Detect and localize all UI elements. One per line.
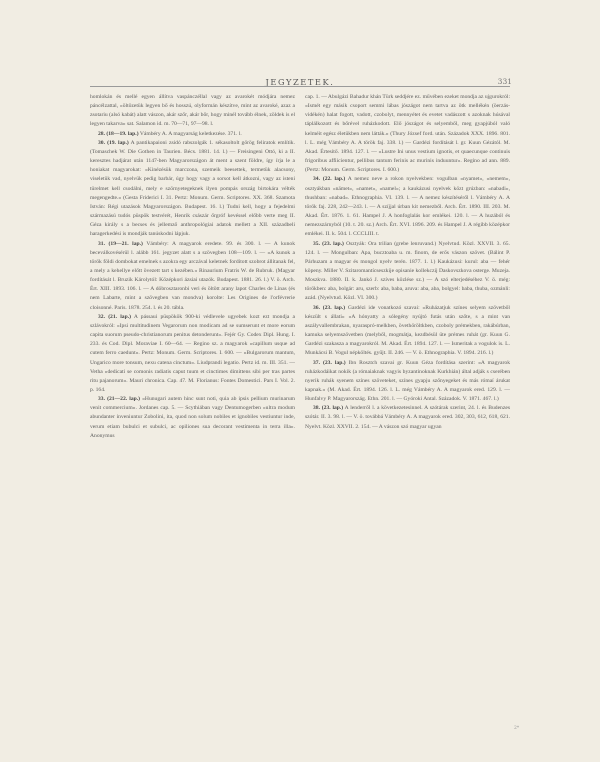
signature-mark: 2* <box>514 726 520 731</box>
note-paragraph: 35. (23. lap.) Osztyák: Ora trilian (grebe lenruvand.) Nyelvtud. Közl. XXVII. 3. 65. 124. l. — Mongulban: Apa, bucztoaba u. m. finom, de erős vászon szövet. (Bálint P. Párhuzam a magyar és mongol nyelv terén. 1877. 1. l.) Kaukázusi: kurul: aba — fehér köpeny. Miller V. Szitaromantícseszkije opisanie kollekczij Daskovszkova osterge. Muzeja. Moszkva. 1880. II. k. Jankó J. szíves közlése sz.) — A szó elterjedéséhez V. ö. még: törökben: aba, bolgár: aru, szerb: aba, baba, aruva: aba, aba, bolgyel: baba, thuba, ozmánli: azád. (Nyelvtud. Közl. VI. 300.) <box>305 240 511 302</box>
note-reference: 35. (23. lap.) <box>313 240 344 247</box>
note-paragraph: 33. (21—22. lap.) «Hunugari autem hinc sunt noti, quia ab ipsis pellium murinarum venit commercium». Jordanes cap. 5. — Scythiában vagy Dentumogerben «ultra modum abundanter inveniuntur Zobolini, ita, quod non solum nobiles et ignobiles vestiuntur inde, verum etiam bubulci et subulci, ac opiliones sua decorant vestimenta in terra illa». Anonymus <box>90 396 295 439</box>
note-paragraph: 31. (19—21. lap.) Vámbéry: A magyarok eredete. 99. és 300. l. — A kunok beceválkovésérül l. alább 161. jegyzet alatt s a szövegben 108—109. l. — «A kunok a török földi dombokat emelnek s azokra egy arczával keletnek fordított szobrot állítanak fel, a mely a kehellye előtt övezett tart s kezében.» Rinaurium Fratris W. de Rubruk. (Magyar fordítását l. Bruzik Károlytól: Középkori ázsiai utazók. Budapest. 1881. 26. l.) V. ö. Arch. Ért. XIII. 1893. 106. l. — A döbrosztaronbi veri és öltött arany lapot Charles de Linas (és nem Labarte, mint a szövegben van mondva) korolte: Les Origines de l'orfévrerie cloisonné. Paris. 1878. 254. l. és 20. tábla. <box>90 240 295 311</box>
note-reference: 28. (18—19. lap.) <box>98 130 139 137</box>
note-paragraph: 38. (23. lap.) A lenderről l. a következetesinnel. A szótárak szerint, 24. l. és Budenzes szótár. II. 3. 98. l. — V. ö. továbbá Vámbéry A. A magyarok ered. 302, 303, 612, 618, 621. Nyelvt. Közl. XXVII. 2. 154. — A vászon szó magyar ugyan <box>305 405 510 430</box>
note-reference: 30. (19. lap.) <box>98 139 129 146</box>
note-paragraph: 37. (23. lap.) Ibn Rosztch szavai gr. Kuun Géza fordítása szerint: «A magyarok ruházkodáikat nokik (a rómaiaknak vagyis byzantinoknak Kurkhián) által adják s cserében nyerik ruhák syenem színes szöveteket, színes gyapju szőnyegeket és más rómaí árukat kapnak.» (M. Akad. Ért. 1894. 126. l. L. még Vámbéry A. A magyarok ered. 129. l. — Hunfalvy P. Magyarország. Ethn. 201. l. — Gyóroki Antal. Századok. V. 1871. 467. l.) <box>305 359 510 403</box>
running-title: JEGYZETEK. <box>265 77 335 87</box>
note-paragraph: 28. (18—19. lap.) Vámbéry A. A magyarság keletkezése. 371. l. <box>98 130 242 137</box>
note-reference: 36. (23. lap.) <box>313 304 346 311</box>
note-paragraph: homlokán és mellé egyen állítva vaspánczéllal vagy az avarokét módjára nemez páncélzattal, «öltözetük legyen bő és hosszú, olyformán készítve, mint az avaroké, azaz a zsotariu (alsó kabát) alatt vászon, akár szőr, akár bőr, hogy minél tovább élnek, zöldek is el legyen takarva» sat. Salamon id. m. 70—71, 97—98. l. <box>90 94 295 128</box>
header-rule <box>90 86 510 87</box>
note-reference: 33. (21—22. lap.) <box>98 396 140 403</box>
note-reference: 38. (23. lap.) <box>313 405 344 412</box>
note-paragraph: 34. (22. lap.) A nemez neve a rokon nyelvekben: vogulban «nyamet», «nemem», osztyákban «nämet», «namet», «namel»; a kaukázusi nyelvek közt grúzban: «nabadi», thushban: «nabad». Ethnographia. VI. 139. l. — A nemez készítéséről l. Vámbéry A. A török faj. 228, 242—243. l. — A szíjjal úrban kit nemezből. Arch. Ért. 1890. III. 203. M. Akad. Ért. 1876. 1. 61. Hampel J. A honfoglalás kor emlékei. 120. l. — A huzából és nemezszárnyból (10. t. 20. sz.) Arch. Ért. XVI. 1896. 209. és Hampel J. A régibb középkor emlékei. II. k. 504. l. CCCLIII. t. <box>305 176 510 238</box>
note-paragraph: cap. 1. — Abulgázi Bahadur khán Türk seddjére ez. művében ezeket mondja az ujgurokról: «Ismét egy másik csoport semmi lábas jószágot nem tartva az ötk mellékén (öerzás-vidékén) halat fogott, vadott, czobolyt, mennyétet és evetet vadászott s azoknak húsával táplálkozott és bőrével ruházkodott. Elő jószágot és selyemből, meg gyapjúból való kelméit egész életükben nem látták.» (Thury József ford. után. Századok XXX. 1896. 801. l. L. még Vámbéry A. A török faj. 338. l.) — Gardézi fordítását l. gr. Kuun Gézától. M. Akad. Értesítő. 1894. 127. l. — «Lustre Ini unus vestium ignotis, et quaecunque continuis frigoribus affiicientur, pellibus tantum ferinis ac murinis induuntur». Regino ad ann. 889. (Pertz: Monum. Germ. Scriptores. I. 600.) <box>305 94 510 174</box>
page-header <box>90 77 510 89</box>
note-paragraph: 30. (19. lap.) A pantikapaioni zsidó rabszolgák 1. sékasoltolt görög feliratok említik. (Tomaschek W. Die Gothen in Taurien. Bécs. 1881. 14. l.) — Freisingeni Ottó, ki a II. keresztes hadjárat után 1147-ben Magyarországon át ment a szent földre, így írja le a honiakat magyarokat: «Kinézésük marczona, szemeik beesettek, termetük alacsony, viseletük vad, nyelvük pedig barbár, úgy hogy vagy a sorsot kell átkozni, vagy az isteni türelmet kell csodálni, mely e szörnyetegeknek ilyen pompás ország birtokára vélték megengedte.» (Gesta Friderici I. 31. Pertz: Monum. Germ. Scriptores. XX. 368. Szamota István: Régi utazások Magyarországon. Budapest. 16. l.) Tudni kell, hogy a fejedelmi származású tudós püspök testvérét, Henrik császár őrgróf kevéssel előbb verte meg II. Géza király s a becses és jellemző anthropológiai adatok mellett a XII. századbeli haragerkedési is mondják tanúskodni lápjuk. <box>90 139 295 238</box>
note-reference: 32. (21. lap.) <box>98 313 131 320</box>
note-paragraph: 32. (21. lap.) A pássaui püspökök 900-ki védlevele ugyebek kozt ezt mondja a szlávokról: «Ipsi multitudinem Vegarorum non modicam ad se sumserunt et more eorum capita suorum pseudo-christianorum penitus detonderunt». Fejér Gy. Codex Dipl. Hung. I. 233. és Cod. Dipl. Moraviae I. 60—64. — Regino sz. a magyarok «capillum usque ad cutem ferro caedunt». Pertz: Monum. Germ. Scriptores. I. 600. — «Bulgarorum mantum, Ungarico more tonsum, nexu catena cinctum». Liudprandi legatio. Pertz id. m. III. 351. — Vetha «dedicati se comonis radiatis caput tuum et cinctimes dimittens sibi per tras partes ritu pajanorum». Mauri chronica. Cap. 47. M. Florianus: Fontes Domestici. Pars I. Vol. 2. p. 164. <box>90 313 295 393</box>
right-column <box>305 93 510 432</box>
page-number: 331 <box>497 77 512 86</box>
note-reference: 37. (23. lap.) <box>313 359 346 366</box>
note-reference: 31. (19—21. lap.) <box>98 240 143 247</box>
note-paragraph: 36. (23. lap.) Gardézi ide vonatkozó szavai: «Ruházatjuk színes selyem szövetből készült s állati» «A hónyatty a sólegény nyújtó futás után szőte, s a mint van aszályvallembrakan, nyaraspró-melkben, övethöröltkben, czoboly prémekben, rakábúrban, kamuka selyemszövetben (melyből, mogmátja, kezdbésül üte prémes ruhát (gr. Kuun G. Gardézi szakasza a magyarokról. M. Akad. Ért. 1894. 127. l. — Ismeritak a vogulok is. L. Munkácsi B. Vogul népköltés. gyűjt. II. 246. — V. ö. Ethnographia. V. 1894. 216. l.) <box>305 304 510 357</box>
note-reference: 34. (22. lap.) <box>313 176 346 183</box>
left-column <box>90 93 295 441</box>
